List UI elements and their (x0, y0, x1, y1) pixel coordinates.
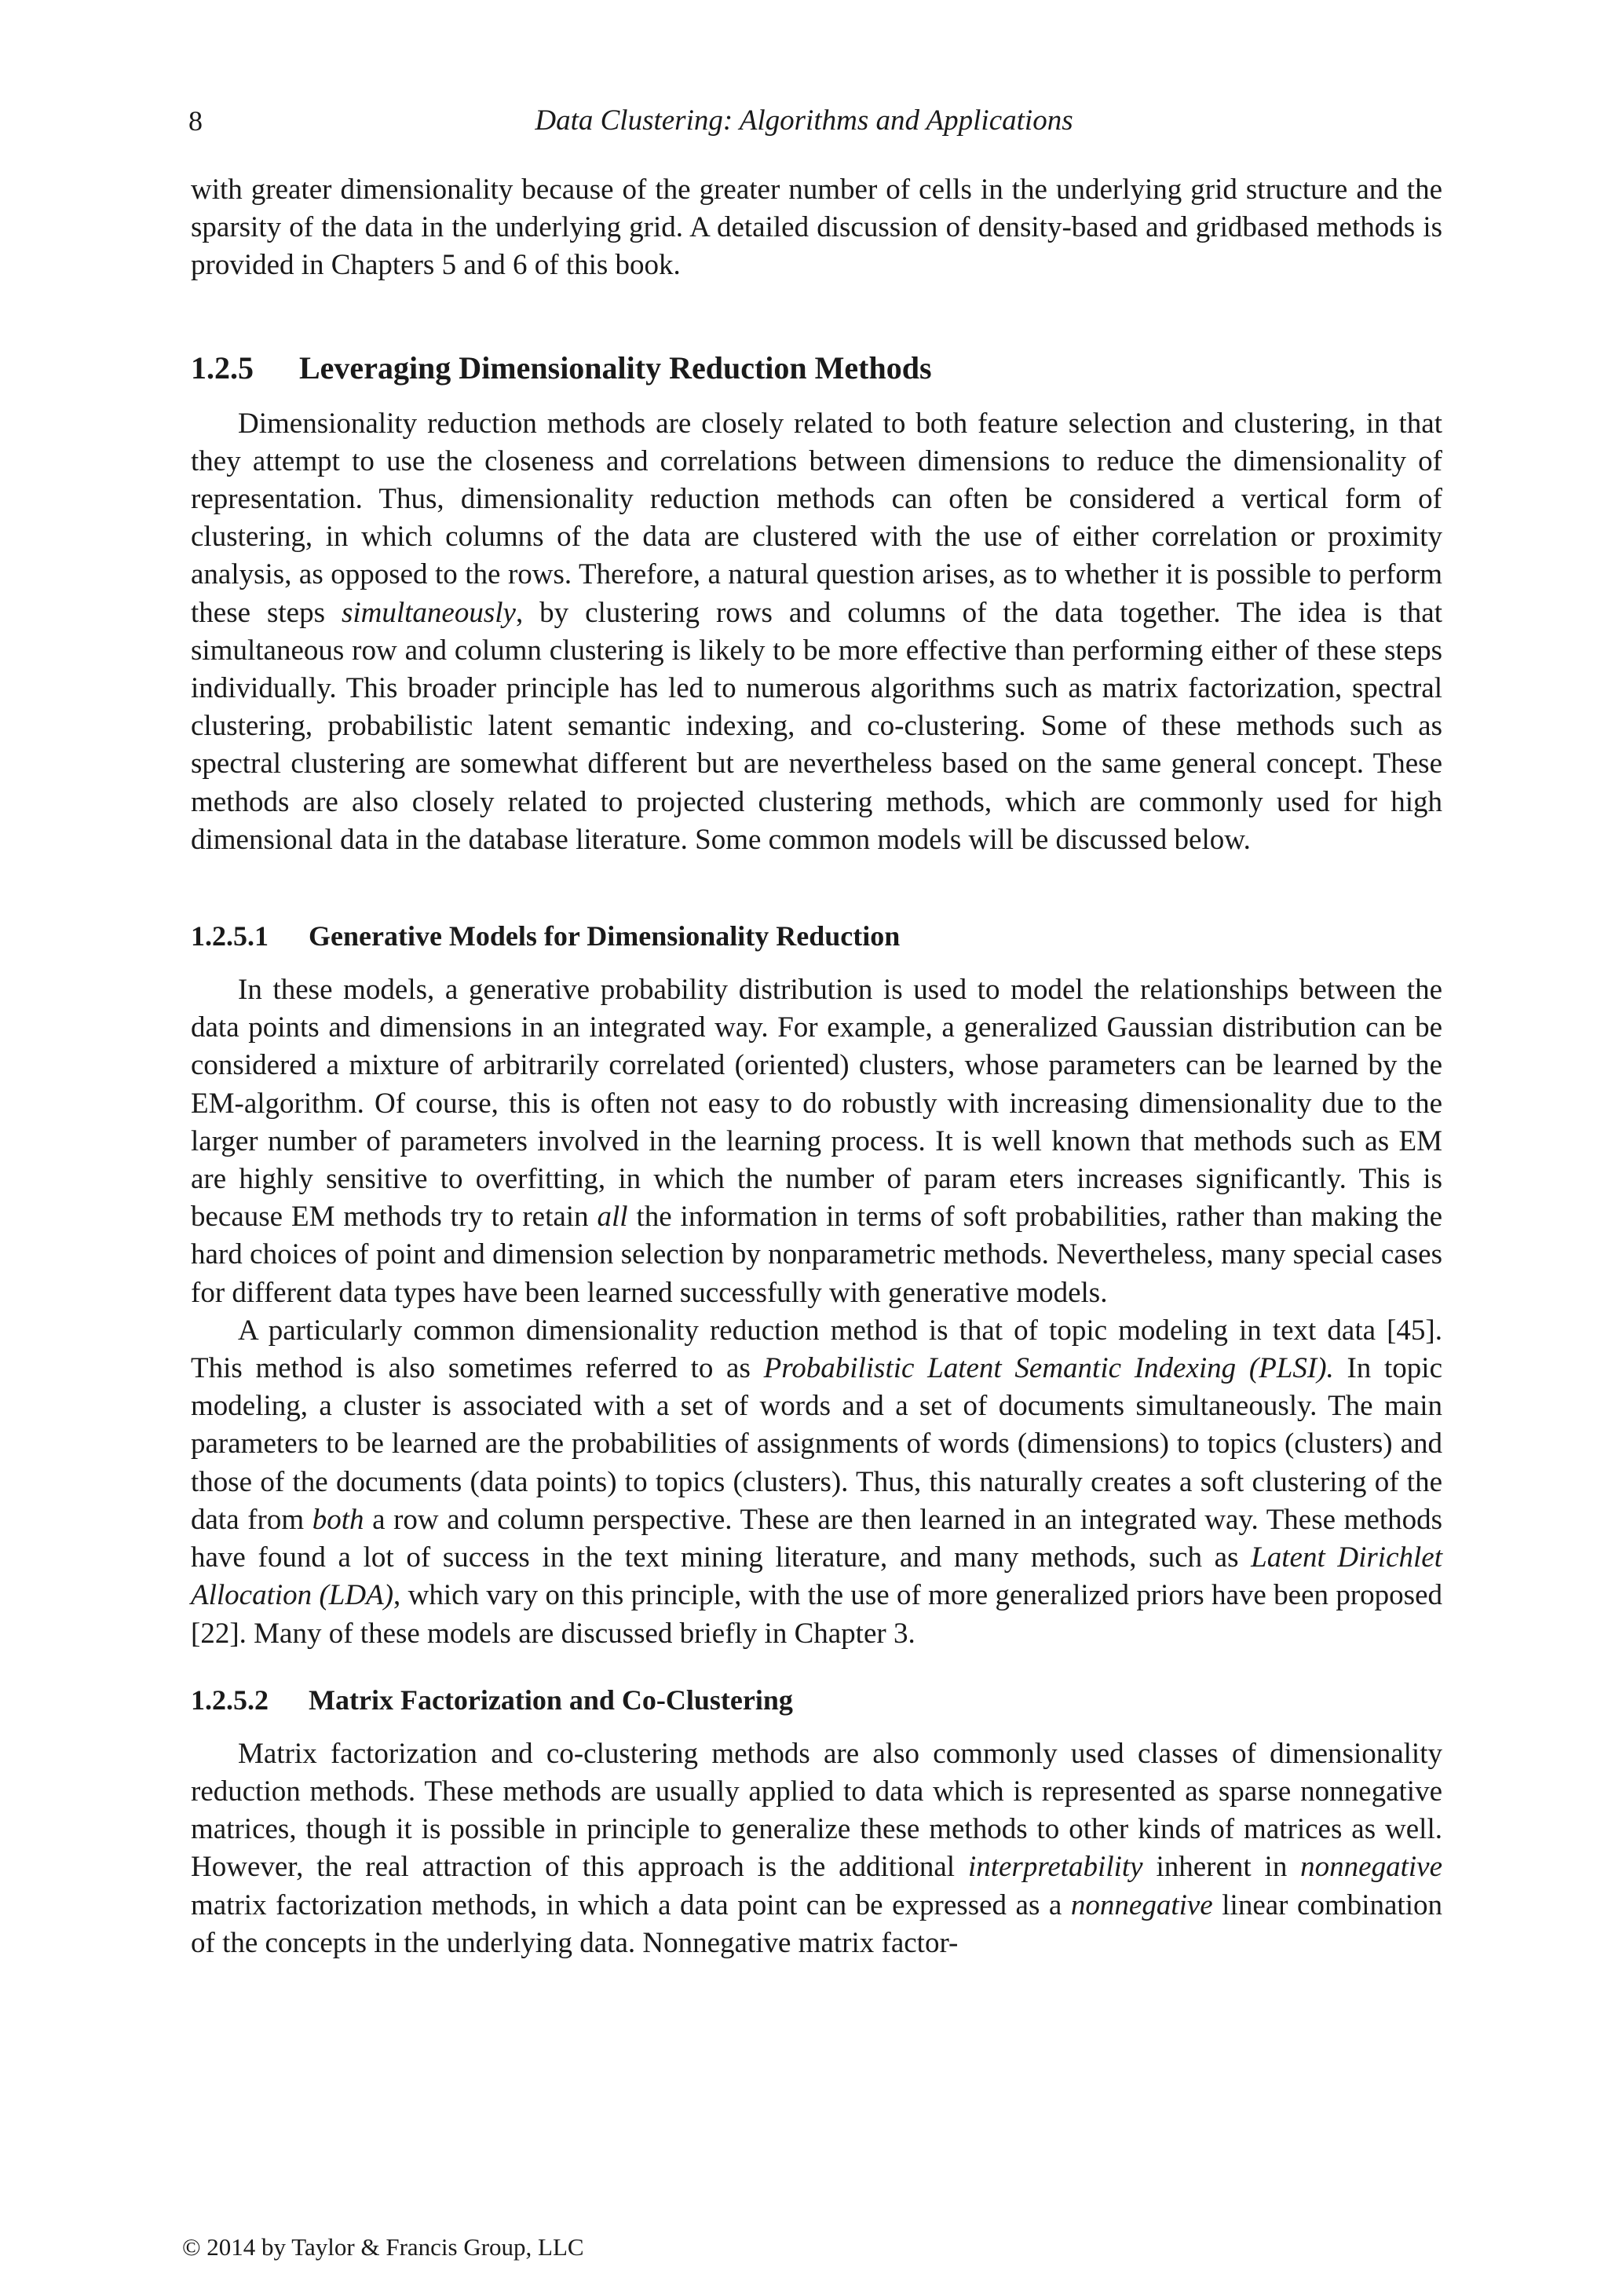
generative-models-paragraph-1 (191, 971, 1442, 1312)
emphasis-text: nonnegative (1070, 1888, 1213, 1921)
text-run: Dimensionality reduction methods are closely related to both feature selection and clustering, in that they attempt to use the closeness and correlations between dimensions to reduce the dimensionality of representation. Thus, dimensionality reduction methods can often be considered a vertical form of clustering, in which columns of the data are clustered with the use of either correlation or proximity analysis, as opposed to the rows. Therefore, a natural question arises, as to whether it is possible to perform these steps (191, 407, 1442, 629)
subsection-heading-1-2-5-1 (191, 917, 1442, 955)
text-run: the information in terms of soft probabilities, rather than making the hard choices of point and dimension selection by nonparametric methods. Nevertheless, many special cases for different data types have been learned successfully with generative models. (191, 1201, 1443, 1309)
page-body (191, 171, 1442, 1962)
text-run: In topic modeling, a cluster is associated with a set of words and a set of documents simultaneously. The main parameters to be learned are the probabilities of assignments of words (dimensions) to topics (clusters) and those of the documents (data points) to topics (clusters). Thus, this naturally creates a soft clustering of the data from (191, 1352, 1442, 1536)
text-run: , by clustering rows and columns of the data together. The idea is that simultaneous row and column clustering is likely to be more effective than performing either of these steps individually. This broader principle has led to numerous algorithms such as matrix factorization, spectral clustering, probabilistic latent semantic indexing, and co-clustering. Some of these methods such as spectral clustering are somewhat different but are nevertheless based on the same general concept. These methods are also closely related to projected clustering methods, which are commonly used for high dimensional data in the database literature. Some common models will be discussed below. (191, 596, 1443, 856)
section-title: Leveraging Dimensionality Reduction Methods (299, 349, 932, 386)
text-run: A particularly common dimensionality reduction method is that of topic modeling in text data [45]. This method is also sometimes referred to as (191, 1314, 1442, 1385)
copyright-footer: © 2014 by Taylor & Francis Group, LLC (182, 2233, 584, 2261)
section-paragraph (191, 405, 1442, 859)
emphasis-text: simultaneously (341, 596, 516, 629)
emphasis-text: Probabilistic Latent Semantic Indexing (PLSI). (763, 1352, 1334, 1385)
text-run: In these models, a generative probability distribution is used to model the relationships between the data points and dimensions in an integrated way. For example, a generalized Gaussian distribution can be considered a mixture of arbitrarily correlated (oriented) clusters, whose parameters can be learned by the EM-algorithm. Of course, this is often not easy to do robustly with increasing dimensionality due to the larger number of parameters involved in the learning process. It is well known that methods such as EM are highly sensitive to overfitting, in which the number of param eters increases significantly. This is because EM methods try to retain (191, 974, 1442, 1234)
text-run: inherent in (1142, 1851, 1301, 1884)
running-title: Data Clustering: Algorithms and Applications (535, 104, 1073, 137)
emphasis-text: both (312, 1503, 364, 1536)
subsection-heading-1-2-5-2 (191, 1681, 1442, 1719)
subsection-number: 1.2.5.1 (191, 920, 269, 952)
subsection-title: Generative Models for Dimensionality Reduction (309, 920, 901, 952)
emphasis-text: all (597, 1201, 628, 1234)
text-run: matrix factorization methods, in which a data point can be expressed as a (191, 1888, 1071, 1921)
text-run: Matrix factorization and co-clustering methods are also commonly used classes of dimensionality reduction methods. These methods are usually applied to data which is represented as sparse nonnegative matrices, though it is possible in principle to generalize these methods to other kinds of matrices as well. However, the real attraction of this approach is the additional (191, 1737, 1442, 1884)
text-run: , which vary on this principle, with the use of more generalized priors have been proposed [22]. Many of these models are discussed briefly in Chapter 3. (191, 1579, 1442, 1650)
intro-paragraph: with greater dimensionality because of the greater number of cells in the underlying grid structure and the sparsity of the data in the underlying grid. A detailed discussion of density-based and gridbased methods is provided in Chapters 5 and 6 of this book. (191, 174, 1442, 282)
section-number: 1.2.5 (191, 349, 254, 386)
page-number: 8 (188, 105, 203, 137)
subsection-number: 1.2.5.2 (191, 1684, 269, 1716)
emphasis-text: interpretability (967, 1851, 1143, 1884)
emphasis-text: nonnegative (1300, 1851, 1442, 1884)
subsection-title: Matrix Factorization and Co-Clustering (309, 1684, 793, 1716)
text-run: a row and column perspective. These are then learned in an integrated way. These methods have found a lot of success in the text mining literature, and many methods, such as (191, 1503, 1443, 1574)
matrix-factorization-paragraph (191, 1735, 1442, 1962)
text-run: linear combination of the concepts in the underlying data. Nonnegative matrix factor- (191, 1888, 1442, 1959)
generative-models-paragraph-2 (191, 1312, 1442, 1653)
emphasis-text: Latent Dirichlet Allocation (LDA) (191, 1541, 1442, 1612)
section-heading-1-2-5 (191, 348, 1442, 389)
